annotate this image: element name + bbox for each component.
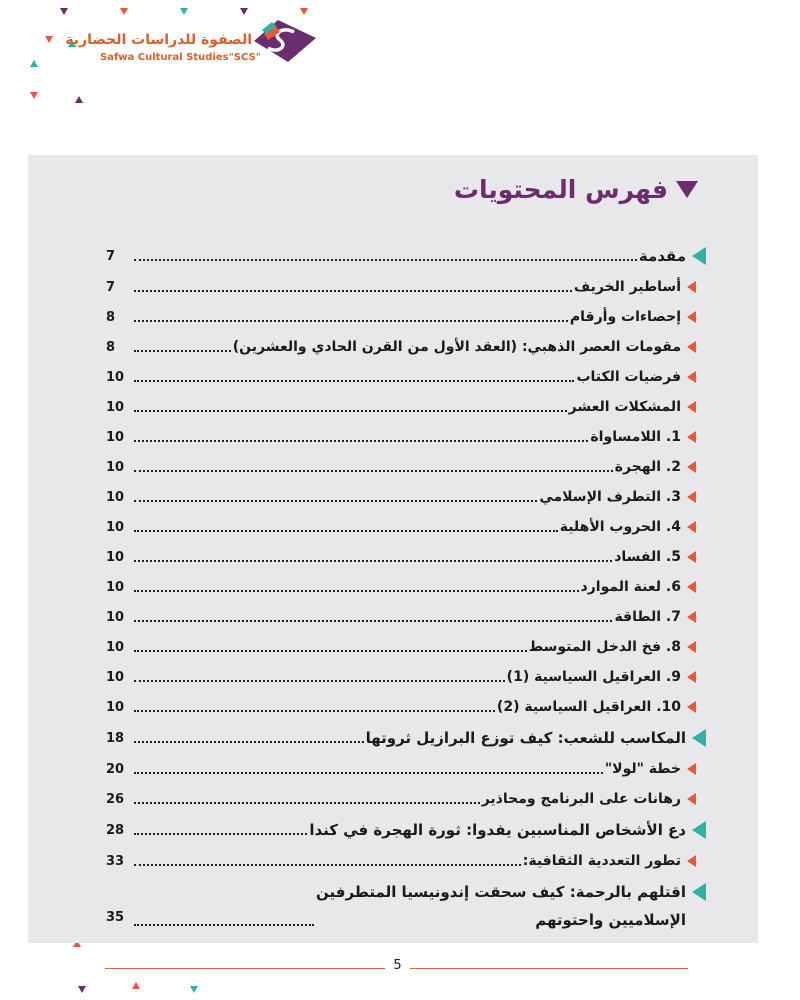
toc-entry-page: 33 [106,853,125,869]
orange-triangle-icon [687,341,696,353]
dot-leader [134,620,612,622]
dot-leader [134,864,521,866]
triangle-marker-icon [676,181,698,198]
toc-entry-page: 10 [106,429,125,445]
orange-triangle-icon [687,671,696,683]
toc-entry-page: 10 [106,369,125,385]
teal-triangle-icon [692,247,706,265]
toc-entry-page: 26 [106,791,125,807]
toc-entry-title: 2. الهجرة [614,459,681,475]
toc-entry-title: 5. الفساد [614,549,681,565]
toc-entry-title: دع الأشخاص المناسبين يفدوا: ثورة الهجرة في كندا [309,821,686,839]
toc-entry-title: مقدمة [638,247,686,265]
dot-leader [134,772,603,774]
orange-triangle-icon [687,551,696,563]
orange-triangle-icon [687,401,696,413]
toc-entry-title: رهانات على البرنامج ومحاذير [481,791,681,807]
dot-leader [134,560,612,562]
toc-entry-page: 8 [106,339,116,355]
dot-leader [134,650,527,652]
toc-entry[interactable] [106,692,706,722]
toc-entry-page: 18 [106,730,125,746]
toc-heading [454,175,698,204]
orange-triangle-icon [687,491,696,503]
toc-entry-title: 6. لعنة الموارد [580,579,681,595]
toc-entry-title: المكاسب للشعب: كيف توزع البرازيل ثروتها [365,729,686,747]
dot-leader [134,590,579,592]
toc-entry-page: 28 [106,822,125,838]
toc-entry-title: 3. التطرف الإسلامي [539,489,681,505]
toc-entry-page: 10 [106,669,125,685]
logo-mark-icon [254,20,316,62]
toc-entry[interactable] [106,302,706,332]
orange-triangle-icon [687,763,696,775]
toc-entry-title-line2: الإسلاميين واحتوتهم [535,911,686,929]
toc-entry[interactable] [106,362,706,392]
toc-entry-title: 9. العراقيل السياسية (1) [506,669,681,685]
toc-entry-title [316,876,686,934]
decor-triangle [132,982,140,989]
logo-arabic-text: الصفوة للدراسات الحضارية [65,32,252,48]
dot-leader [134,380,574,382]
decor-triangle [30,92,38,99]
toc-entry[interactable] [106,332,706,362]
toc-panel [28,155,758,943]
footer-rule [105,968,385,969]
toc-entry-page: 10 [106,549,125,565]
dot-leader [134,440,588,442]
toc-entry-title: مقومات العصر الذهبي: (العقد الأول من القرن الحادي والعشرين) [232,339,681,355]
page-number: 5 [393,958,402,973]
toc-entry[interactable] [106,846,706,876]
teal-triangle-icon [692,883,706,901]
toc-entry-title: 7. الطاقة [614,609,681,625]
decor-triangle [30,60,38,67]
dot-leader [134,833,307,835]
toc-entry-title: 8. فخ الدخل المتوسط [528,639,681,655]
toc-entry[interactable] [106,602,706,632]
logo-english-text: Safwa Cultural Studies"SCS" [100,52,261,63]
toc-entry-page: 35 [106,910,125,925]
dot-leader [134,470,613,472]
orange-triangle-icon [687,431,696,443]
orange-triangle-icon [687,793,696,805]
toc-entry-page: 8 [106,309,116,325]
toc-entry-page: 10 [106,699,125,715]
dot-leader [134,290,572,292]
toc-entry-title: خطة "لولا" [604,761,681,777]
toc-entry-page: 10 [106,489,125,505]
toc-entry-page: 10 [106,639,125,655]
dot-leader [134,680,505,682]
decor-triangle [300,8,308,15]
decor-triangle [120,8,128,15]
decor-triangle [240,8,248,15]
toc-entry[interactable] [106,272,706,302]
toc-entry[interactable] [106,662,706,692]
toc-entry[interactable] [106,512,706,542]
toc-entry-title: المشكلات العشر [568,399,681,415]
toc-list [106,240,706,934]
toc-title: فهرس المحتويات [453,175,668,204]
toc-entry[interactable] [106,572,706,602]
orange-triangle-icon [687,855,696,867]
toc-entry-page: 10 [106,579,125,595]
toc-entry[interactable] [106,422,706,452]
orange-triangle-icon [687,311,696,323]
toc-entry-page: 7 [106,279,116,295]
toc-entry[interactable] [106,784,706,814]
toc-entry-title-line1: اقتلهم بالرحمة: كيف سحقت إندونيسيا المتطرفين [316,883,686,901]
toc-entry[interactable] [106,482,706,512]
dot-leader [134,741,364,743]
dot-leader [134,500,537,502]
teal-triangle-icon [692,729,706,747]
toc-entry-title: أساطير الخريف [573,279,681,295]
toc-entry-title: 1. اللامساواة [590,429,681,445]
toc-entry[interactable] [106,876,706,934]
teal-triangle-icon [692,821,706,839]
toc-entry-page: 10 [106,519,125,535]
orange-triangle-icon [687,641,696,653]
toc-entry-page: 10 [106,609,125,625]
toc-entry[interactable] [106,392,706,422]
orange-triangle-icon [687,521,696,533]
orange-triangle-icon [687,581,696,593]
orange-triangle-icon [687,371,696,383]
toc-entry[interactable] [106,452,706,482]
toc-entry[interactable] [106,632,706,662]
dot-leader [134,410,567,412]
decor-triangle [45,36,53,43]
toc-entry-page: 10 [106,459,125,475]
decor-triangle [78,986,86,993]
logo [65,18,330,73]
toc-entry-page: 7 [106,248,116,264]
dot-leader [134,350,231,352]
orange-triangle-icon [687,281,696,293]
toc-entry[interactable] [106,814,706,846]
toc-entry-page: 20 [106,761,125,777]
toc-entry-title: تطور التعددية الثقافية: [522,853,681,869]
toc-entry-title: 10. العراقيل السياسية (2) [496,699,681,715]
dot-leader [134,259,637,261]
decor-triangle [190,986,198,993]
orange-triangle-icon [687,461,696,473]
dot-leader [134,710,495,712]
decor-triangle [180,8,188,15]
toc-entry[interactable] [106,754,706,784]
footer-rule [410,968,688,969]
orange-triangle-icon [687,611,696,623]
toc-entry[interactable] [106,542,706,572]
dot-leader [134,802,480,804]
toc-entry-title: 4. الحروب الأهلية [559,519,681,535]
toc-entry-title: فرضيات الكتاب [576,369,681,385]
decor-triangle [60,8,68,15]
toc-entry-title: إحصاءات وأرقام [569,309,681,325]
toc-entry[interactable] [106,240,706,272]
toc-entry[interactable] [106,722,706,754]
decor-triangle [75,96,83,103]
dot-leader [134,320,568,322]
dot-leader [134,924,314,926]
dot-leader [134,530,558,532]
orange-triangle-icon [687,701,696,713]
toc-entry-page: 10 [106,399,125,415]
